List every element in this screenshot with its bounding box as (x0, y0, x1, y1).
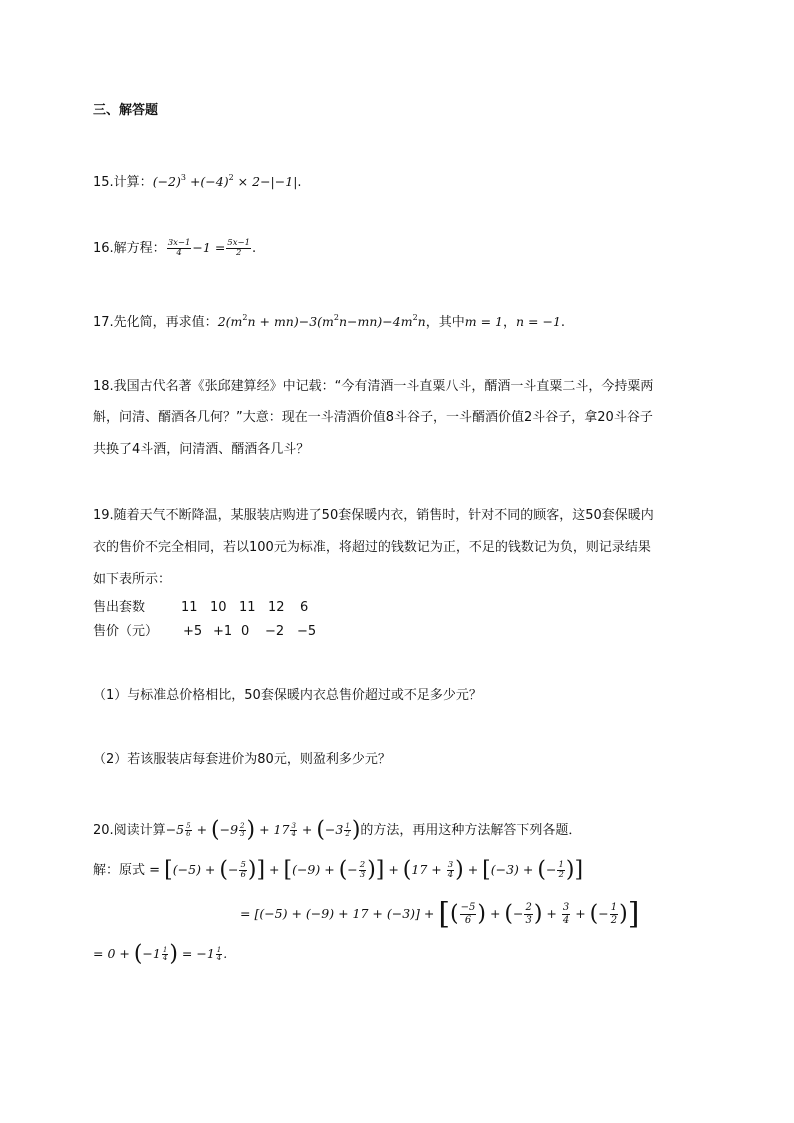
q17-expression (218, 314, 426, 329)
question-17 (93, 308, 565, 333)
q17-condition-n: n = −1 (516, 314, 561, 329)
q16-fraction-left (167, 239, 192, 258)
q16-f1-numerator: 3x−1 (167, 238, 191, 248)
q20-solution-line-3 (93, 941, 228, 967)
q19-line-3: 如下表所示： (93, 572, 172, 587)
q16-fraction-right (226, 239, 251, 258)
q19-sub-question-1: （1）与标准总价格相比，50套保暖内衣总售价超过或不足多少元？ (93, 688, 482, 703)
q20-label: 20.阅读计算 (93, 823, 166, 838)
q18-line-1: 18.我国古代名著《张邱建算经》中记载：“今有清酒一斗直粟八斗，醑酒一斗直粟二斗，今持粟两 (93, 379, 654, 394)
section-title: 三、解答题 (93, 103, 159, 118)
q16-label: 16.解方程： (93, 241, 166, 256)
q17-condition-text: ，其中 (425, 315, 465, 330)
q19-row1-cell: 10 (210, 600, 227, 615)
q16-f2-numerator: 5x−1 (227, 238, 251, 248)
q17-expr-1: 2(m (217, 314, 243, 329)
q17-separator: ， (502, 315, 516, 330)
q17-expr-3: n−mn)−4m (338, 314, 413, 329)
q20-solution-label: 解：原式 = (93, 863, 161, 878)
q17-exp-3: 2 (412, 313, 418, 322)
q17-condition-m: m = 1 (464, 314, 503, 329)
q20-solution-expr-2: = [(−5) + (−9) + 17 + (−3)] + [( $\frac{-5}{6}$ ) + (− $\frac{2}{3}$ ) + $\frac{3}{4}$ + (− $\frac{1}{2}$ )] (240, 896, 640, 932)
q17-expr-4: n (417, 314, 426, 329)
q20-solution-line-2 (240, 896, 640, 932)
q20-solution-line-1 (93, 857, 584, 883)
q15-exp-a: 3 (180, 173, 186, 182)
q19-row2-cell: +5 (183, 624, 203, 639)
q20-solution-expr-3: = 0 + (−1 $\frac{1}{4}$ ) = −1 $\frac{1}{4}$ . (93, 941, 228, 967)
q19-row1-cell: 11 (181, 600, 198, 615)
q20-solution-expr-1: [(−5) + (− $\frac{5}{6}$ )] + [(−9) + (− $\frac{2}{3}$ )] + (17 + $\frac{3}{4}$ ) + [(−3) + (− $\frac{1}{2}$ )] (164, 857, 584, 883)
q15-term-b: +(−4) (185, 174, 229, 189)
q16-middle: −1 = (192, 240, 226, 255)
q19-row1-cell: 6 (300, 600, 309, 615)
q19-row1-label: 售出套数 (93, 600, 146, 615)
q16-f2-denominator: 2 (235, 248, 242, 258)
q17-label: 17.先化简，再求值： (93, 315, 218, 330)
question-16 (93, 238, 256, 259)
q15-end: . (297, 175, 302, 190)
q19-row2-cell: −5 (297, 624, 317, 639)
q19-row2-cell: 0 (241, 624, 250, 639)
q19-row2-label: 售价（元） (93, 624, 159, 639)
question-15 (93, 168, 302, 193)
q19-sub-question-2: （2）若该服装店每套进价为80元，则盈利多少元？ (93, 752, 391, 767)
q15-label: 15.计算： (93, 175, 153, 190)
q20-expression: −5 $\frac{5}{6}$ + (−9 $\frac{2}{3}$ ) + 17 $\frac{3}{4}$ + (−3 $\frac{1}{2}$ ) (165, 817, 361, 843)
q19-line-1: 19.随着天气不断降温，某服装店购进了50套保暖内衣，销售时，针对不同的顾客，这50套保暖内 (93, 508, 654, 523)
q15-expression (153, 174, 298, 189)
q20-tail: 的方法，再用这种方法解答下列各题． (360, 823, 582, 838)
q19-row1-cell: 12 (268, 600, 285, 615)
q19-row2-cell: −2 (265, 624, 285, 639)
q17-exp-2: 2 (333, 313, 339, 322)
q19-row1-cell: 11 (239, 600, 256, 615)
q17-expr-2: n + mn)−3(m (247, 314, 334, 329)
question-20 (93, 817, 582, 843)
q17-end: . (560, 315, 566, 330)
q15-term-c: × 2−|−1| (233, 174, 298, 189)
q19-row2-cell: +1 (213, 624, 233, 639)
q19-line-2: 衣的售价不完全相同，若以100元为标准，将超过的钱数记为正，不足的钱数记为负，则记录结果 (93, 540, 651, 555)
q17-exp-1: 2 (242, 313, 248, 322)
q16-f1-denominator: 4 (176, 248, 182, 258)
q15-term-a: (−2) (152, 174, 181, 189)
q18-line-3: 共换了4斗酒，问清酒、醑酒各几斗？ (93, 442, 310, 457)
q15-exp-b: 2 (228, 173, 234, 182)
q18-line-2: 斛，问清、醑酒各几何？”大意：现在一斗清酒价值8斗谷子，一斗醑酒价值2斗谷子，拿20斗谷子 (93, 410, 653, 425)
q16-end: . (252, 241, 257, 256)
